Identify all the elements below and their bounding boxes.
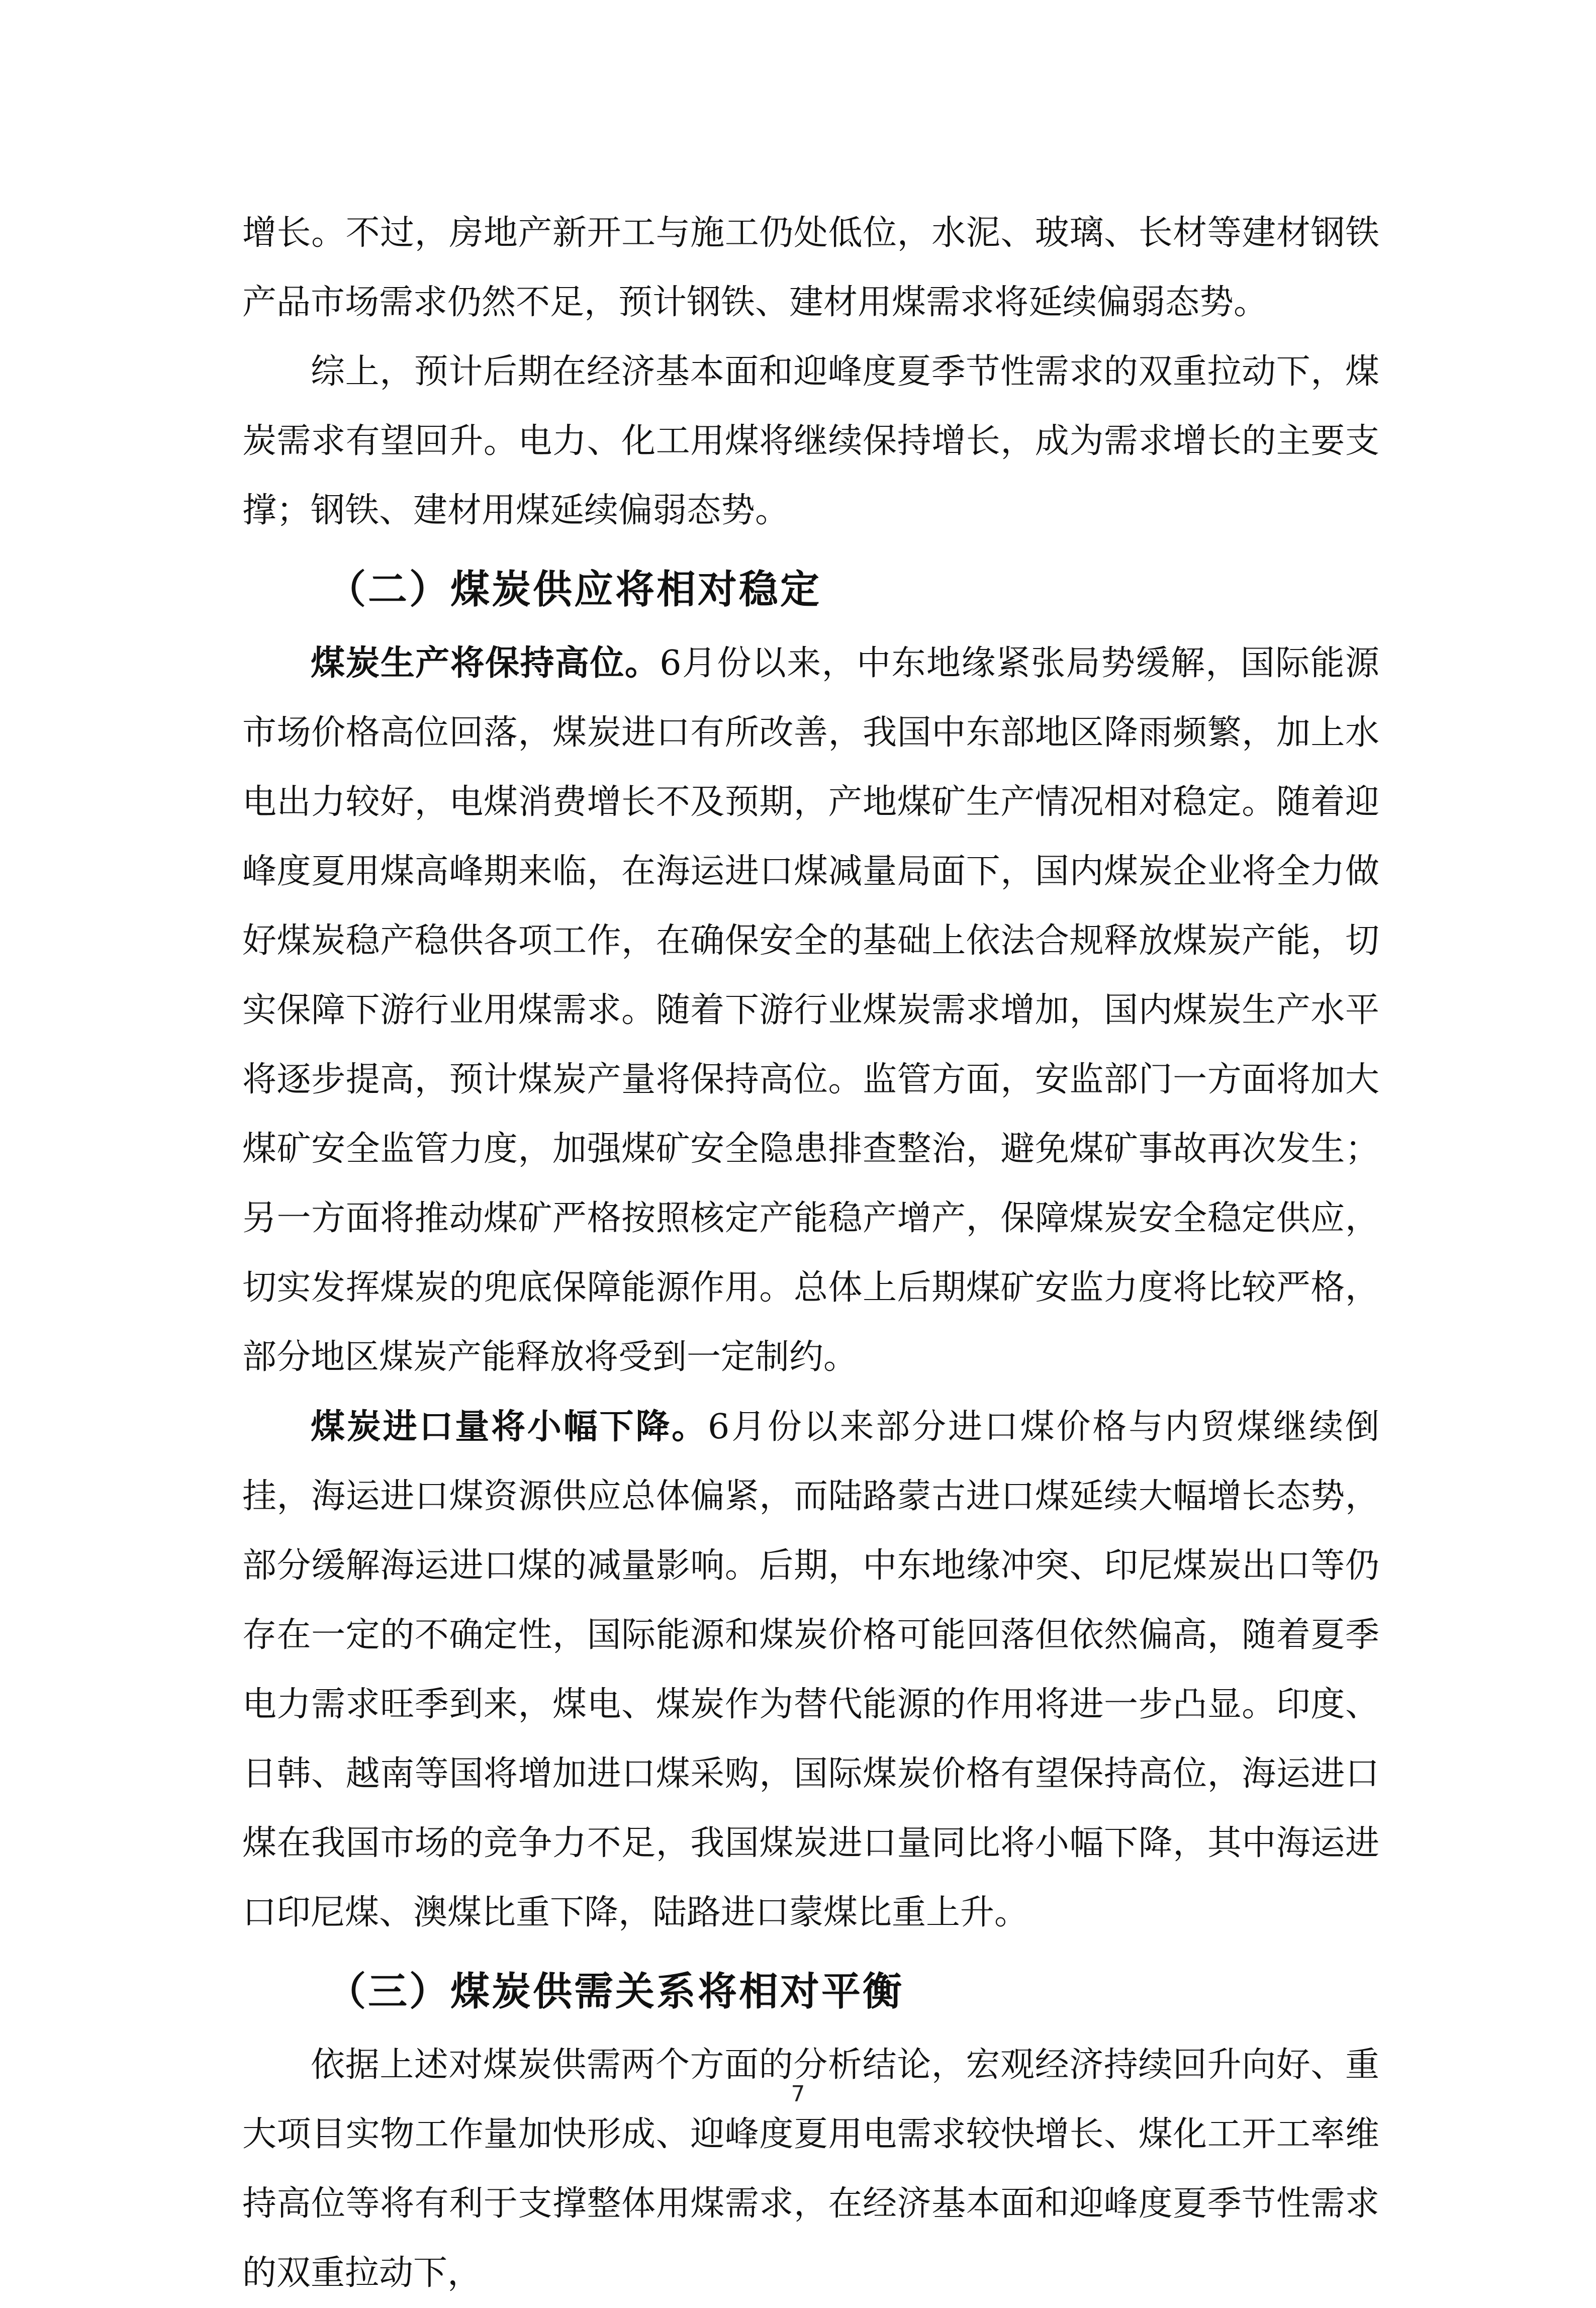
paragraph-imports-text: 6月份以来部分进口煤价格与内贸煤继续倒挂，海运进口煤资源供应总体偏紧，而陆路蒙古进口煤延续大幅增长态势，部分缓解海运进口煤的减量影响。后期，中东地缘冲突、印尼煤炭出口等仍存在一定的不确定性，国际能源和煤炭价格可能回落但依然偏高，随着夏季电力需求旺季到来，煤电、煤炭作为替代能源的作用将进一步凸显。印度、日韩、越南等国将增加进口煤采购，国际煤炭价格有望保持高位，海运进口煤在我国市场的竞争力不足，我国煤炭进口量同比将小幅下降，其中海运进口印尼煤、澳煤比重下降，陆路进口蒙煤比重上升。 <box>242 1407 1379 1932</box>
page-number: 7 <box>791 2081 805 2107</box>
section-heading-supply: （二）煤炭供应将相对稳定 <box>327 567 822 612</box>
document-body <box>242 199 1379 2308</box>
section-heading-balance: （三）煤炭供需关系将相对平衡 <box>327 1969 904 2014</box>
paragraph-production-text: 6月份以来，中东地缘紧张局势缓解，国际能源市场价格高位回落，煤炭进口有所改善，我国中东部地区降雨频繁，加上水电出力较好，电煤消费增长不及预期，产地煤矿生产情况相对稳定。随着迎峰度夏用煤高峰期来临，在海运进口煤减量局面下，国内煤炭企业将全力做好煤炭稳产稳供各项工作，在确保安全的基础上依法合规释放煤炭产能，切实保障下游行业用煤需求。随着下游行业煤炭需求增加，国内煤炭生产水平将逐步提高，预计煤炭产量将保持高位。监管方面，安监部门一方面将加大煤矿安全监管力度，加强煤矿安全隐患排查整治，避免煤矿事故再次发生；另一方面将推动煤矿严格按照核定产能稳产增产，保障煤炭安全稳定供应，切实发挥煤炭的兜底保障能源作用。总体上后期煤矿安监力度将比较严格，部分地区煤炭产能释放将受到一定制约。 <box>242 643 1379 1377</box>
paragraph-imports <box>242 1392 1379 1948</box>
paragraph-lead-production: 煤炭生产将保持高位。 <box>311 643 660 683</box>
paragraph-balance: 依据上述对煤炭供需两个方面的分析结论，宏观经济持续回升向好、重大项目实物工作量加快形成、迎峰度夏用电需求较快增长、煤化工开工率维持高位等将有利于支撑整体用煤需求，在经济基本面和迎峰度夏季节性需求的双重拉动下， <box>242 2045 1379 2293</box>
paragraph-continuation: 增长。不过，房地产新开工与施工仍处低位，水泥、玻璃、长材等建材钢铁产品市场需求仍然不足，预计钢铁、建材用煤需求将延续偏弱态势。 <box>242 213 1379 322</box>
paragraph-summary: 综上，预计后期在经济基本面和迎峰度夏季节性需求的双重拉动下，煤炭需求有望回升。电力、化工用煤将继续保持增长，成为需求增长的主要支撑；钢铁、建材用煤延续偏弱态势。 <box>242 352 1379 530</box>
paragraph-lead-imports: 煤炭进口量将小幅下降。 <box>311 1407 708 1447</box>
paragraph-production <box>242 628 1379 1392</box>
